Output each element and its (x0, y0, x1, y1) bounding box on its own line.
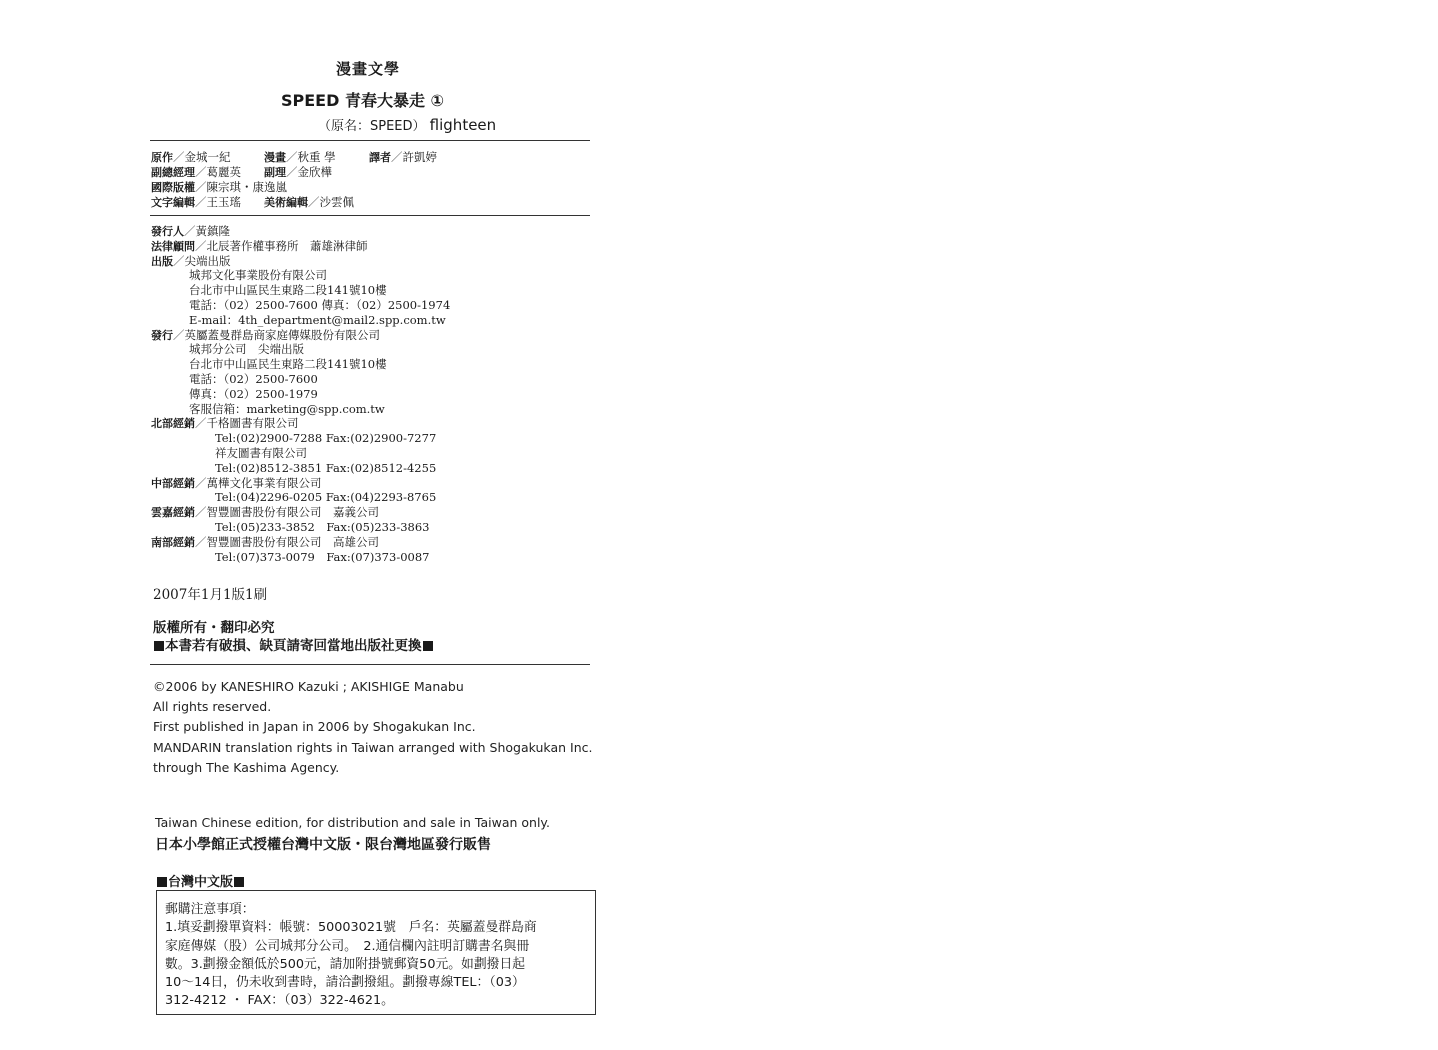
publisher-info (151, 224, 450, 564)
credit-name: 陳宗琪・康逸嵐 (206, 180, 287, 194)
publisher-separator: ／ (173, 253, 185, 268)
publisher-text: 客服信箱：marketing@spp.com.tw (189, 401, 385, 416)
publisher-separator: ／ (195, 505, 207, 520)
publisher-line (151, 461, 450, 476)
publisher-text: 電話：（02）2500-7600 傳真：（02）2500-1974 (189, 297, 451, 312)
credit-label: 副總經理 (151, 166, 195, 179)
publisher-line (151, 535, 450, 550)
credit-label: 國際版權 (151, 181, 195, 194)
credit-entry (151, 180, 287, 195)
publisher-text: 台北市中山區民生東路二段141號10樓 (189, 283, 387, 298)
publisher-line (151, 328, 450, 343)
publisher-label: 雲嘉經銷 (151, 506, 195, 520)
copyright-line: First published in Japan in 2006 by Shogakukan Inc. (153, 719, 476, 735)
distribution-chinese: 日本小學館正式授權台灣中文版・限台灣地區發行販售 (155, 837, 491, 853)
print-date: 2007年1月1版1刷 (153, 587, 268, 603)
publisher-text: 電話：（02）2500-7600 (189, 371, 318, 386)
publisher-text: Tel:(05)233-3852 Fax:(05)233-3863 (215, 519, 430, 534)
publisher-label: 法律顧問 (151, 239, 195, 253)
divider-rights (150, 664, 590, 665)
credit-separator: ／ (173, 150, 185, 164)
publisher-label: 發行人 (151, 225, 184, 238)
credit-separator: ／ (195, 195, 207, 209)
mail-order-line: 1.填妥劃撥單資料：帳號：50003021號 戶名：英屬蓋曼群島商 (165, 920, 537, 936)
publisher-text: Tel:(02)8512-3851 Fax:(02)8512-4255 (215, 460, 437, 475)
mail-order-line: 郵購注意事項： (165, 902, 255, 917)
publisher-line (151, 224, 450, 239)
rights-line-2-text: 本書若有破損、缺頁請寄回當地出版社更換 (165, 638, 422, 654)
rights-notice (153, 619, 434, 655)
divider-credits (150, 215, 590, 216)
publisher-line (151, 550, 450, 565)
publisher-text: 尖端出版 (184, 253, 231, 268)
credit-entry (151, 165, 241, 180)
divider-top (150, 140, 590, 141)
publisher-text: 台北市中山區民生東路二段141號10樓 (189, 357, 387, 372)
publisher-line (151, 357, 450, 372)
publisher-text: 萬樺文化事業有限公司 (206, 475, 322, 490)
original-title-text: （原名：SPEED） (318, 119, 426, 134)
book-title: SPEED 青春大暴走 ① (281, 91, 445, 110)
copyright-line: MANDARIN translation rights in Taiwan arranged with Shogakukan Inc. (153, 739, 593, 755)
publisher-text: 城邦分公司 尖端出版 (189, 342, 304, 357)
rights-line-1: 版權所有・翻印必究 (153, 620, 275, 636)
publisher-separator: ／ (195, 475, 207, 490)
publisher-separator: ／ (195, 534, 207, 549)
publisher-line (151, 313, 450, 328)
publisher-line (151, 254, 450, 269)
publisher-text: 祥友圖書有限公司 (215, 445, 307, 460)
publisher-separator: ／ (173, 327, 185, 342)
credit-entry (369, 150, 437, 165)
credit-name: 秋重 學 (297, 150, 336, 164)
publisher-line (151, 372, 450, 387)
imprint-logo: flighteen (429, 116, 497, 134)
publisher-text: 英屬蓋曼群島商家庭傳媒股份有限公司 (184, 327, 380, 342)
credit-entry (151, 195, 241, 210)
publisher-separator: ／ (184, 224, 196, 238)
publisher-text: 智豐圖書股份有限公司 高雄公司 (206, 534, 379, 549)
publisher-line (151, 387, 450, 402)
credit-name: 葛麗英 (206, 165, 241, 179)
publisher-separator: ／ (195, 238, 207, 253)
publisher-label: 發行 (151, 328, 173, 342)
publisher-line (151, 505, 450, 520)
credit-label: 美術編輯 (264, 196, 308, 209)
credit-label: 副理 (264, 166, 286, 179)
publisher-line (151, 342, 450, 357)
credit-separator: ／ (308, 195, 320, 209)
credit-name: 王玉瑤 (206, 195, 241, 209)
publisher-line (151, 283, 450, 298)
publisher-line (151, 239, 450, 254)
credit-separator: ／ (391, 150, 403, 164)
credit-separator: ／ (195, 165, 207, 179)
publisher-line (151, 446, 450, 461)
credit-separator: ／ (286, 150, 298, 164)
publisher-text: 千格圖書有限公司 (206, 416, 299, 431)
credit-entry (264, 195, 354, 210)
publisher-text: E-mail：4th_department@mail2.spp.com.tw (189, 312, 446, 327)
publisher-line (151, 268, 450, 283)
publisher-text: Tel:(02)2900-7288 Fax:(02)2900-7277 (215, 431, 437, 446)
credit-entry (151, 150, 231, 165)
publisher-text: 北辰著作權事務所 蕭雄淋律師 (206, 238, 368, 253)
credit-separator: ／ (195, 180, 207, 194)
publisher-text: 城邦文化事業股份有限公司 (189, 268, 327, 283)
series-name: 漫畫文學 (336, 60, 401, 78)
publisher-text: 黃鎮隆 (195, 224, 230, 238)
rights-line-2 (153, 637, 434, 655)
publisher-label: 出版 (151, 254, 173, 268)
publisher-line (151, 298, 450, 313)
credit-label: 原作 (151, 151, 173, 164)
edition-label (156, 871, 245, 890)
publisher-text: Tel:(07)373-0079 Fax:(07)373-0087 (215, 549, 430, 564)
publisher-line (151, 520, 450, 535)
credit-entry (264, 165, 332, 180)
square-bullet-icon (154, 641, 164, 651)
credit-name: 許凱婷 (402, 150, 437, 164)
publisher-line (151, 476, 450, 491)
credit-separator: ／ (286, 165, 298, 179)
mail-order-line: 10～14日，仍未收到書時，請洽劃撥組。劃撥專線TEL：（03） (165, 975, 525, 991)
credit-name: 沙雲佩 (319, 195, 354, 209)
publisher-separator: ／ (195, 416, 207, 431)
mail-order-line: 312-4212 ・ FAX：（03）322-4621。 (165, 993, 394, 1009)
credit-entry (264, 150, 336, 165)
credit-label: 文字編輯 (151, 196, 195, 209)
copyright-english (153, 677, 592, 778)
copyright-line: ©2006 by KANESHIRO Kazuki ; AKISHIGE Manabu (153, 679, 464, 694)
square-bullet-icon (423, 641, 433, 651)
publisher-line (151, 416, 450, 431)
mail-order-line: 家庭傳媒（股）公司城邦分公司。 2.通信欄內註明訂購書名與冊 (165, 938, 530, 954)
copyright-line: through The Kashima Agency. (153, 759, 340, 775)
credit-name: 金欣樺 (297, 165, 332, 179)
publisher-line (151, 402, 450, 417)
publisher-label: 南部經銷 (151, 535, 195, 549)
publisher-text: Tel:(04)2296-0205 Fax:(04)2293-8765 (215, 490, 437, 505)
mail-order-line: 數。3.劃撥金額低於500元，請加附掛號郵資50元。如劃撥日起 (165, 956, 526, 972)
original-title (318, 115, 496, 134)
publisher-line (151, 431, 450, 446)
publisher-line (151, 490, 450, 505)
credit-label: 譯者 (369, 151, 391, 164)
copyright-line: All rights reserved. (153, 699, 272, 715)
publisher-text: 智豐圖書股份有限公司 嘉義公司 (206, 505, 379, 520)
publisher-label: 北部經銷 (151, 417, 195, 431)
credit-name: 金城一紀 (184, 150, 231, 164)
mail-order-box (156, 890, 596, 1015)
credit-label: 漫畫 (264, 151, 286, 164)
publisher-label: 中部經銷 (151, 476, 195, 490)
publisher-text: 傳真：（02）2500-1979 (189, 386, 318, 401)
edition-label-text: 台灣中文版 (168, 875, 234, 890)
square-bullet-icon (234, 877, 244, 887)
square-bullet-icon (157, 877, 167, 887)
distribution-english: Taiwan Chinese edition, for distribution and sale in Taiwan only. (155, 815, 551, 830)
